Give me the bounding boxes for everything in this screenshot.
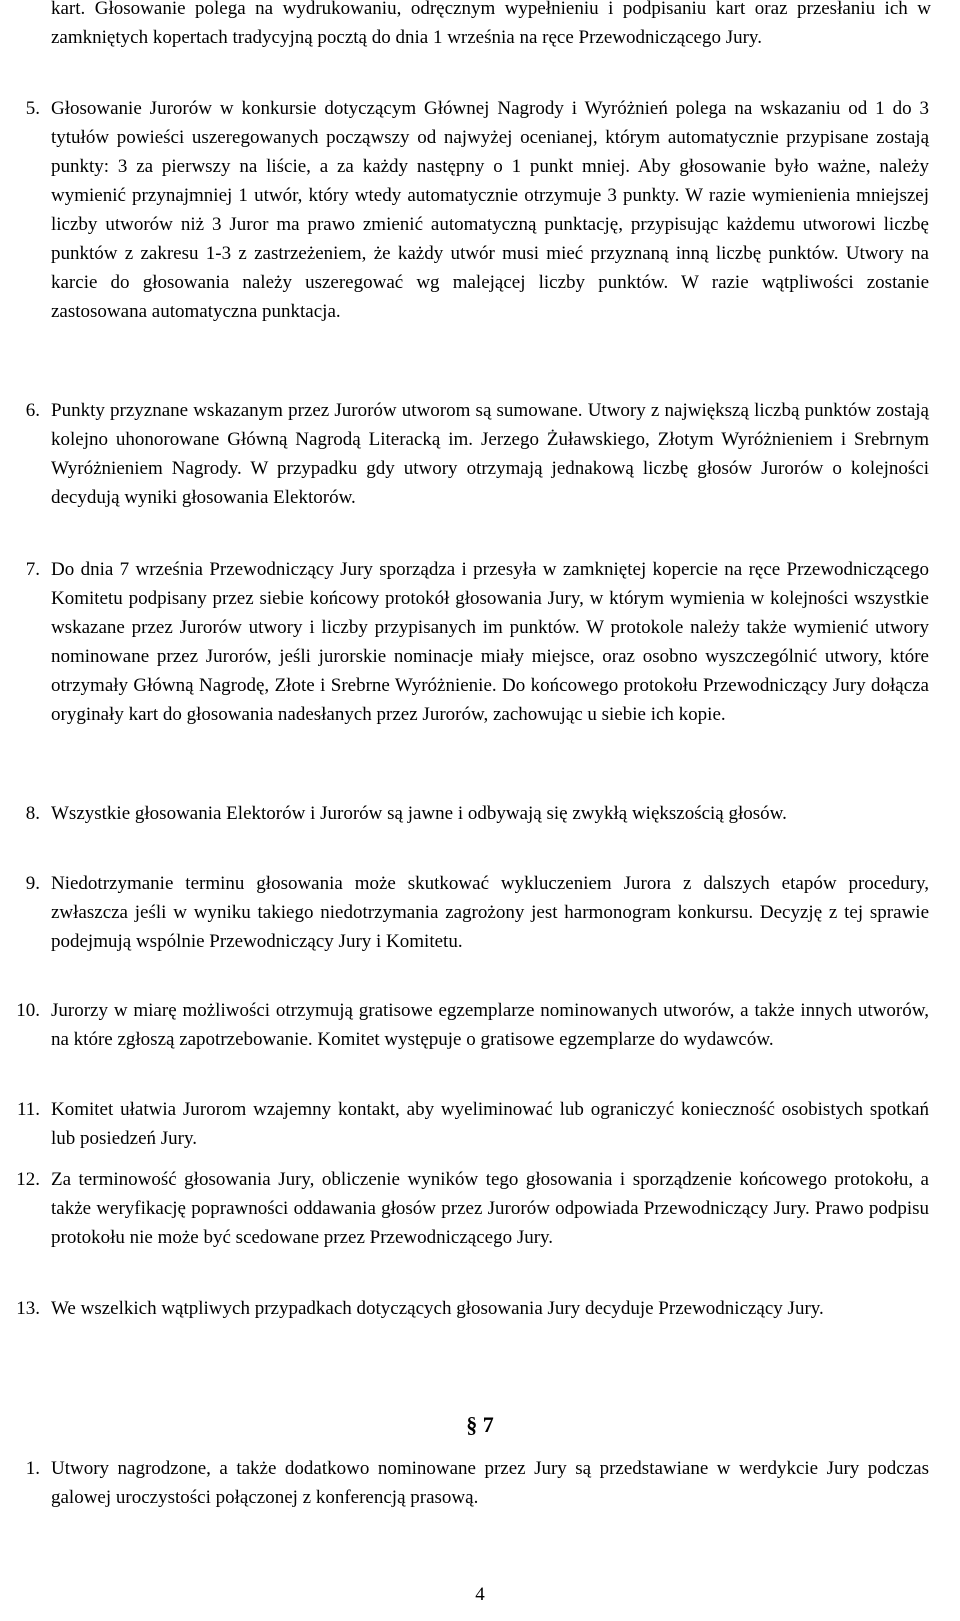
item-number: 5. xyxy=(25,98,40,119)
item-number: 6. xyxy=(25,400,40,421)
item-text: Do dnia 7 września Przewodniczący Jury sporządza i przesyła w zamkniętej kopercie na ręce Przewodniczącego Komitetu podpisany przez siebie końcowy protokół głosowania Jury, w którym wymienia w kolejności wszystkie wskazane przez Jurorów utwory i liczby przypisanych im punktów. W protokole należy także wymienić utwory nominowane przez Jurorów, jeśli jurorskie nominacje miały miejsce, oraz osobno wyszczególnić utwory, które otrzymały Główną Nagrodę, Złote i Srebrne Wyróżnienie. Do końcowego protokołu Przewodniczący Jury dołącza oryginały kart do głosowania nadesłanych przez Jurorów, zachowując u siebie ich kopie. xyxy=(51,559,929,725)
item-number: 9. xyxy=(25,873,40,894)
intro-paragraph: kart. Głosowanie polega na wydrukowaniu, odręcznym wypełnieniu i podpisaniu kart oraz przesłaniu ich w zamkniętych kopertach tradycyjną pocztą do dnia 1 września na ręce Przewodniczącego Jury. xyxy=(51,0,931,48)
item-text: Niedotrzymanie terminu głosowania może skutkować wykluczeniem Jurora z dalszych etapów procedury, zwłaszcza jeśli w wyniku takiego niedotrzymania zagrożony jest harmonogram konkursu. Decyzję z tej sprawie podejmują wspólnie Przewodniczący Jury i Komitetu. xyxy=(51,873,929,952)
item-number: 12. xyxy=(16,1169,40,1190)
item-number: 8. xyxy=(25,803,40,824)
item-text: Utwory nagrodzone, a także dodatkowo nominowane przez Jury są przedstawiane w werdykcie Jury podczas galowej uroczystości połączonej z konferencją prasową. xyxy=(51,1458,929,1508)
section-heading: § 7 xyxy=(466,1412,494,1437)
item-number: 1. xyxy=(25,1458,40,1479)
item-text: Punkty przyznane wskazanym przez Jurorów utworom są sumowane. Utwory z największą liczbą punktów zostają kolejno uhonorowane Główną Nagrodą Literacką im. Jerzego Żuławskiego, Złotym Wyróżnieniem i Srebrnym Wyróżnieniem Nagrody. W przypadku gdy utwory otrzymają jednakową liczbę głosów Jurorów o kolejności decydują wyniki głosowania Elektorów. xyxy=(51,400,929,508)
item-number: 7. xyxy=(25,559,40,580)
item-number: 11. xyxy=(16,1099,40,1120)
item-text: We wszelkich wątpliwych przypadkach dotyczących głosowania Jury decyduje Przewodniczący Jury. xyxy=(51,1298,824,1319)
item-text: Za terminowość głosowania Jury, obliczenie wyników tego głosowania i sporządzenie końcowego protokołu, a także weryfikację poprawności oddawania głosów przez Jurorów odpowiada Przewodniczący Jury. Prawo podpisu protokołu nie może być scedowane przez Przewodniczącego Jury. xyxy=(51,1169,929,1248)
item-number: 10. xyxy=(16,1000,40,1021)
page-number: 4 xyxy=(475,1584,485,1605)
item-text: Głosowanie Jurorów w konkursie dotyczącym Głównej Nagrody i Wyróżnień polega na wskazaniu od 1 do 3 tytułów powieści uszeregowanych począwszy od najwyżej ocenianej, którym automatycznie przypisane zostają punkty: 3 za pierwszy na liście, a za każdy następny o 1 punkt mniej. Aby głosowanie było ważne, należy wymienić przynajmniej 1 utwór, który wtedy automatycznie otrzymuje 3 punkty. W razie wymienienia mniejszej liczby utworów niż 3 Juror ma prawo zmienić automatyczną punktację, przypisując każdemu utworowi liczbę punktów z zakresu 1-3 z zastrzeżeniem, że każdy utwór musi mieć przyznaną inną liczbę punktów. Utwory na karcie do głosowania należy uszeregować wg malejącej liczby punktów. W razie wątpliwości zostanie zastosowana automatyczna punktacja. xyxy=(51,98,929,322)
item-text: Komitet ułatwia Jurorom wzajemny kontakt, aby wyeliminować lub ograniczyć konieczność osobistych spotkań lub posiedzeń Jury. xyxy=(51,1099,929,1149)
item-number: 13. xyxy=(16,1298,40,1319)
item-text: Jurorzy w miarę możliwości otrzymują gratisowe egzemplarze nominowanych utworów, a także innych utworów, na które zgłoszą zapotrzebowanie. Komitet występuje o gratisowe egzemplarze do wydawców. xyxy=(51,1000,929,1050)
item-text: Wszystkie głosowania Elektorów i Jurorów są jawne i odbywają się zwykłą większością głosów. xyxy=(51,803,787,824)
